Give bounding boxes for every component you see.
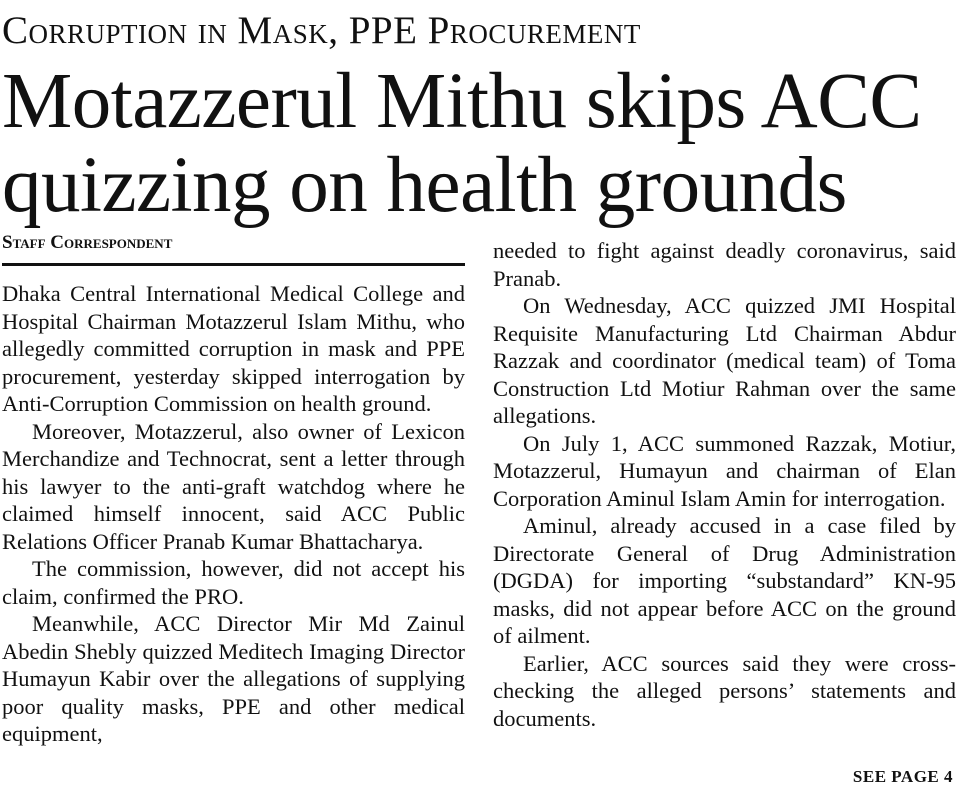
paragraph: On Wednesday, ACC quizzed JMI Hospital Requisite Manufacturing Ltd Chairman Abdur Razzak and coordinator (medical team) of Toma Construction Ltd Motiur Rahman over the same allegations. bbox=[493, 293, 956, 428]
paragraph: Meanwhile, ACC Director Mir Md Zainul Abedin Shebly quizzed Meditech Imaging Director Humayun Kabir over the allegations of supplying poor quality masks, PPE and other medical equipment, bbox=[2, 611, 465, 746]
byline: Staff Correspondent bbox=[2, 232, 173, 253]
headline-line-2: quizzing on health grounds bbox=[2, 142, 847, 229]
kicker: Corruption in Mask, PPE Procurement bbox=[2, 9, 641, 52]
paragraph: Moreover, Motazzerul, also owner of Lexicon Merchandize and Technocrat, sent a letter through his lawyer to the anti-graft watchdog where he claimed himself innocent, said ACC Public Relations Officer Pranab Kumar Bhattacharya. bbox=[2, 418, 465, 554]
continuation-jump: SEE PAGE 4 bbox=[852, 767, 953, 786]
article-column-1 bbox=[2, 280, 465, 748]
paragraph: The commission, however, did not accept his claim, confirmed the PRO. bbox=[2, 556, 465, 609]
paragraph: Dhaka Central International Medical College and Hospital Chairman Motazzerul Islam Mithu, who allegedly committed corruption in mask and PPE procurement, yesterday skipped interrogation by Anti-Corruption Commission on health ground. bbox=[2, 281, 465, 416]
paragraph: needed to fight against deadly coronavirus, said Pranab. bbox=[493, 238, 956, 291]
headline bbox=[2, 60, 957, 228]
paragraph: Earlier, ACC sources said they were cross-checking the alleged persons’ statements and documents. bbox=[493, 650, 956, 731]
byline-rule bbox=[2, 263, 465, 266]
paragraph: On July 1, ACC summoned Razzak, Motiur, Motazzerul, Humayun and chairman of Elan Corporation Aminul Islam Amin for interrogation. bbox=[493, 430, 956, 511]
article-column-2 bbox=[493, 237, 956, 732]
headline-line-1: Motazzerul Mithu skips ACC bbox=[2, 58, 922, 145]
paragraph: Aminul, already accused in a case filed by Directorate General of Drug Administration (DGDA) for importing “substandard” KN-95 masks, did not appear before ACC on the ground of ailment. bbox=[493, 513, 956, 648]
